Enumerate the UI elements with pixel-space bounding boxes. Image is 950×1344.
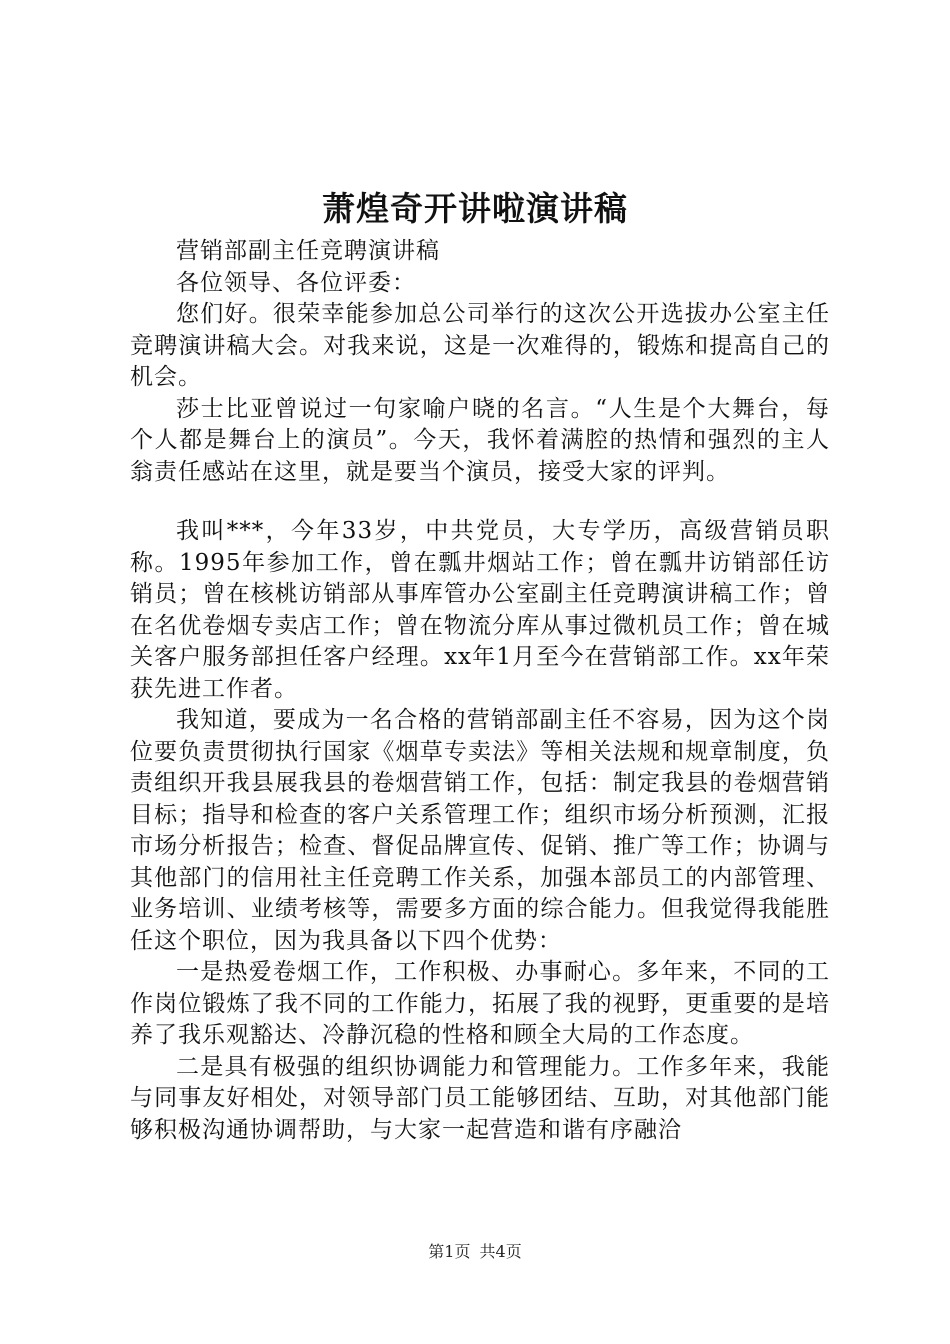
paragraph-advantage-one: 一是热爱卷烟工作，工作积极、办事耐心。多年来，不同的工作岗位锻炼了我不同的工作能力，拓展了我的视野，更重要的是培养了我乐观豁达、冷静沉稳的性格和顾全大局的工作态度。 (130, 959, 830, 1048)
paragraph-responsibilities: 我知道，要成为一名合格的营销部副主任不容易，因为这个岗位要负责贯彻执行国家《烟草专卖法》等相关法规和规章制度，负责组织开我县展我县的卷烟营销工作，包括：制定我县的卷烟营销目标；指导和检查的客户关系管理工作；组织市场分析预测，汇报市场分析报告；检查、督促品牌宣传、促销、推广等工作；协调与其他部门的信用社主任竞聘工作关系，加强本部员工的内部管理、业务培训、业绩考核等，需要多方面的综合能力。但我觉得我能胜任这个职位，因为我具备以下四个优势： (130, 707, 830, 954)
paragraph-subtitle: 营销部副主任竞聘演讲稿 (176, 238, 440, 264)
paragraph-introduction: 我叫***，今年33岁，中共党员，大专学历，高级营销员职称。1995年参加工作，曾在瓢井烟站工作；曾在瓢井访销部任访销员；曾在核桃访销部从事库管办公室副主任竞聘演讲稿工作；曾在名优卷烟专卖店工作；曾在物流分库从事过微机员工作；曾在城关客户服务部担任客户经理。xx年1月至今在营销部工作。xx年荣获先进工作者。 (130, 518, 830, 702)
paragraph-quote: 莎士比亚曾说过一句家喻户晓的名言。“人生是个大舞台，每个人都是舞台上的演员”。今天，我怀着满腔的热情和强烈的主人翁责任感站在这里，就是要当个演员，接受大家的评判。 (130, 395, 830, 485)
paragraph-advantage-two: 二是具有极强的组织协调能力和管理能力。工作多年来，我能与同事友好相处，对领导部门员工能够团结、互助，对其他部门能够积极沟通协调帮助，与大家一起营造和谐有序融洽 (130, 1053, 830, 1143)
document-title: 萧煌奇开讲啦演讲稿 (322, 189, 628, 228)
paragraph-salutation: 各位领导、各位评委： (176, 269, 416, 296)
page-number: 第1页 (428, 1242, 471, 1261)
paragraph-greeting: 您们好。很荣幸能参加总公司举行的这次公开选拔办公室主任竞聘演讲稿大会。对我来说，这是一次难得的，锻炼和提高自己的机会。 (130, 301, 830, 390)
document-body (130, 236, 830, 1146)
page-total: 共4页 (479, 1242, 522, 1261)
page-footer (0, 1240, 950, 1264)
